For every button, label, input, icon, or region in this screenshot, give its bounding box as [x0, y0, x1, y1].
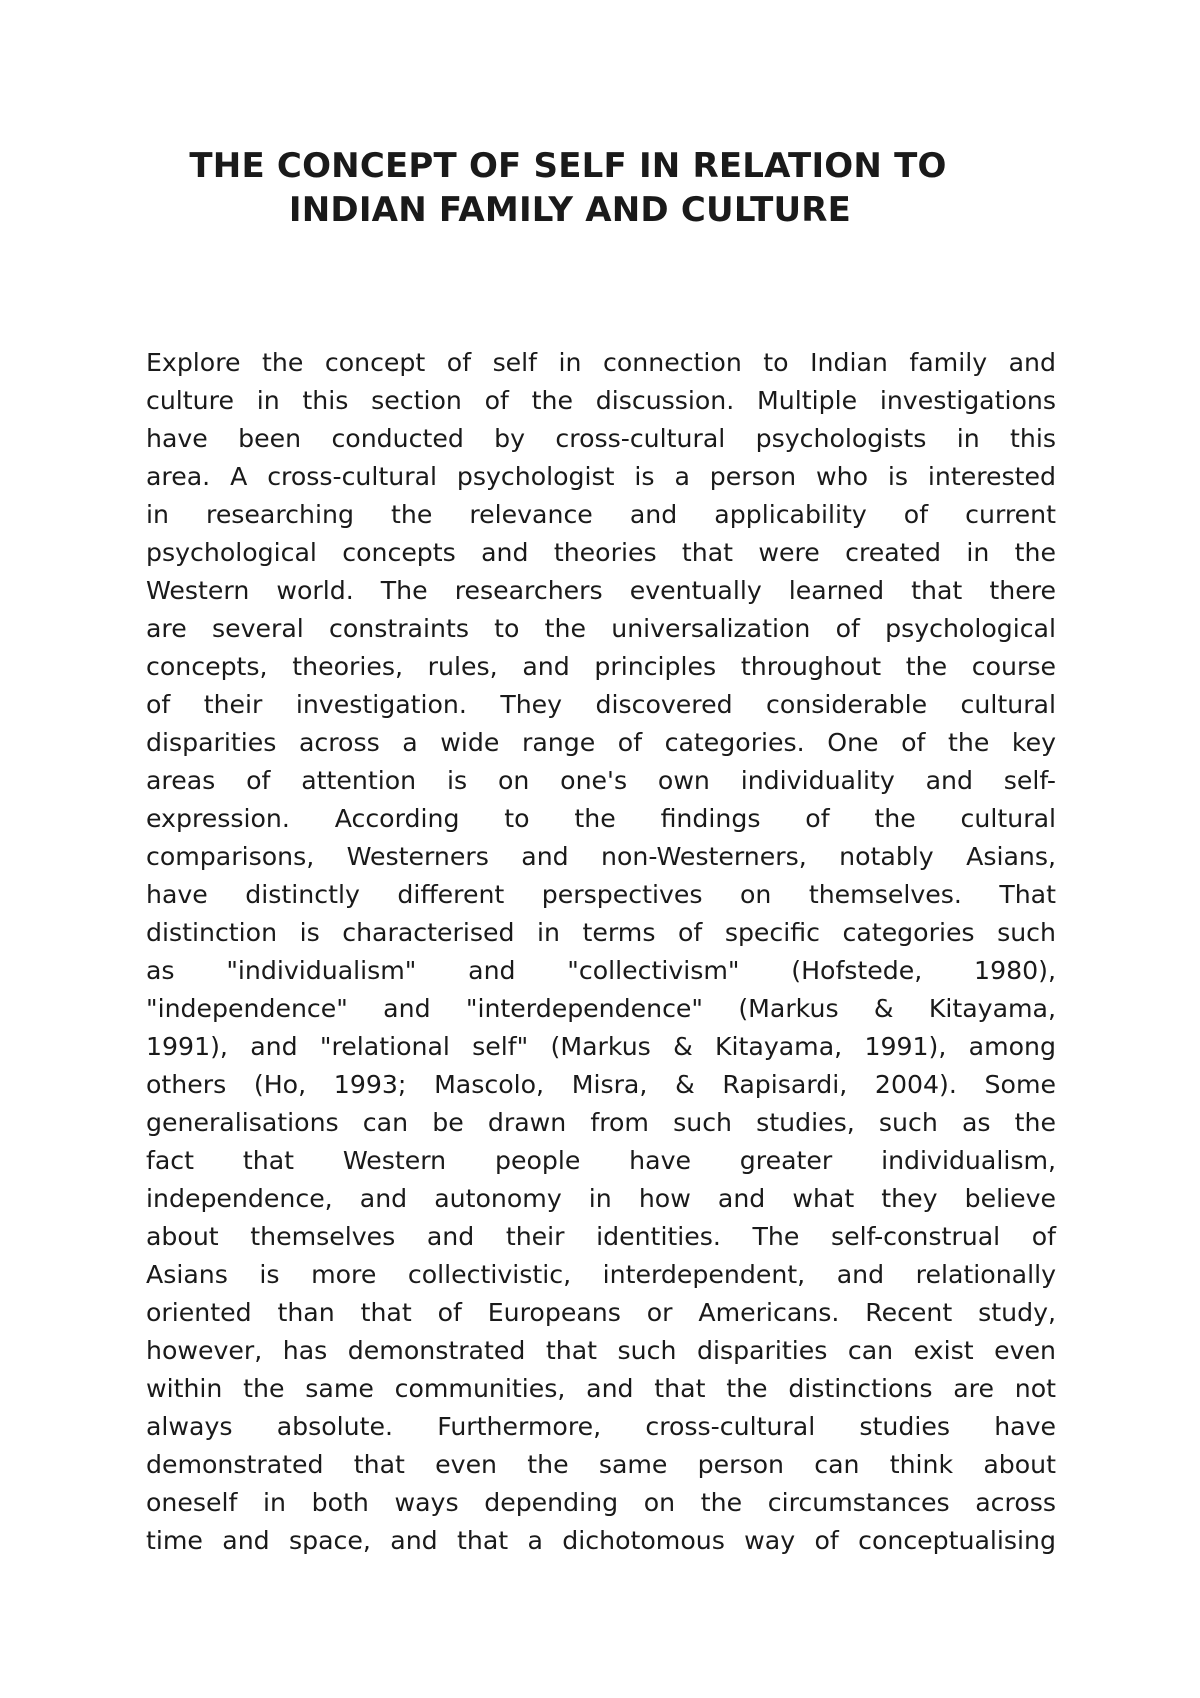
text-line: area. A cross-cultural psychologist is a person who is interested: [146, 462, 1056, 491]
text-line: are several constraints to the universalization of psychological: [146, 614, 1056, 643]
text-line: expression. According to the findings of the cultural: [146, 804, 1056, 833]
text-line: Asians is more collectivistic, interdependent, and relationally: [146, 1260, 1056, 1289]
text-line: "independence" and "interdependence" (Markus & Kitayama,: [146, 994, 1056, 1023]
text-line: distinction is characterised in terms of specific categories such: [146, 918, 1056, 947]
text-line: concepts, theories, rules, and principles throughout the course: [146, 652, 1056, 681]
text-line: about themselves and their identities. The self-construal of: [146, 1222, 1056, 1251]
text-line: disparities across a wide range of categories. One of the key: [146, 728, 1056, 757]
text-line: time and space, and that a dichotomous way of conceptualising: [146, 1526, 1056, 1555]
text-line: culture in this section of the discussion. Multiple investigations: [146, 386, 1056, 415]
text-line: demonstrated that even the same person can think about: [146, 1450, 1056, 1479]
text-line: within the same communities, and that the distinctions are not: [146, 1374, 1056, 1403]
text-line: independence, and autonomy in how and what they believe: [146, 1184, 1056, 1213]
text-line: however, has demonstrated that such disparities can exist even: [146, 1336, 1056, 1365]
title-line: THE CONCEPT OF SELF IN RELATION TO: [189, 146, 947, 186]
text-line: as "individualism" and "collectivism" (Hofstede, 1980),: [146, 956, 1056, 985]
text-line: in researching the relevance and applicability of current: [146, 500, 1056, 529]
body-paragraph: [146, 344, 1056, 1560]
text-line: always absolute. Furthermore, cross-cultural studies have: [146, 1412, 1056, 1441]
text-line: others (Ho, 1993; Mascolo, Misra, & Rapisardi, 2004). Some: [146, 1070, 1056, 1099]
text-line: psychological concepts and theories that were created in the: [146, 538, 1056, 567]
text-line: Explore the concept of self in connection to Indian family and: [146, 348, 1056, 377]
text-line: fact that Western people have greater individualism,: [146, 1146, 1056, 1175]
text-line: generalisations can be drawn from such studies, such as the: [146, 1108, 1056, 1137]
document-title: [140, 144, 1000, 232]
text-line: oneself in both ways depending on the circumstances across: [146, 1488, 1056, 1517]
title-line: INDIAN FAMILY AND CULTURE: [288, 190, 852, 230]
text-line: Western world. The researchers eventually learned that there: [146, 576, 1056, 605]
text-line: 1991), and "relational self" (Markus & Kitayama, 1991), among: [146, 1032, 1056, 1061]
text-line: areas of attention is on one's own individuality and self-: [146, 766, 1056, 795]
text-line: of their investigation. They discovered considerable cultural: [146, 690, 1056, 719]
text-line: comparisons, Westerners and non-Westerners, notably Asians,: [146, 842, 1056, 871]
text-line: have distinctly different perspectives on themselves. That: [146, 880, 1056, 909]
text-line: oriented than that of Europeans or Americans. Recent study,: [146, 1298, 1056, 1327]
text-line: have been conducted by cross-cultural psychologists in this: [146, 424, 1056, 453]
